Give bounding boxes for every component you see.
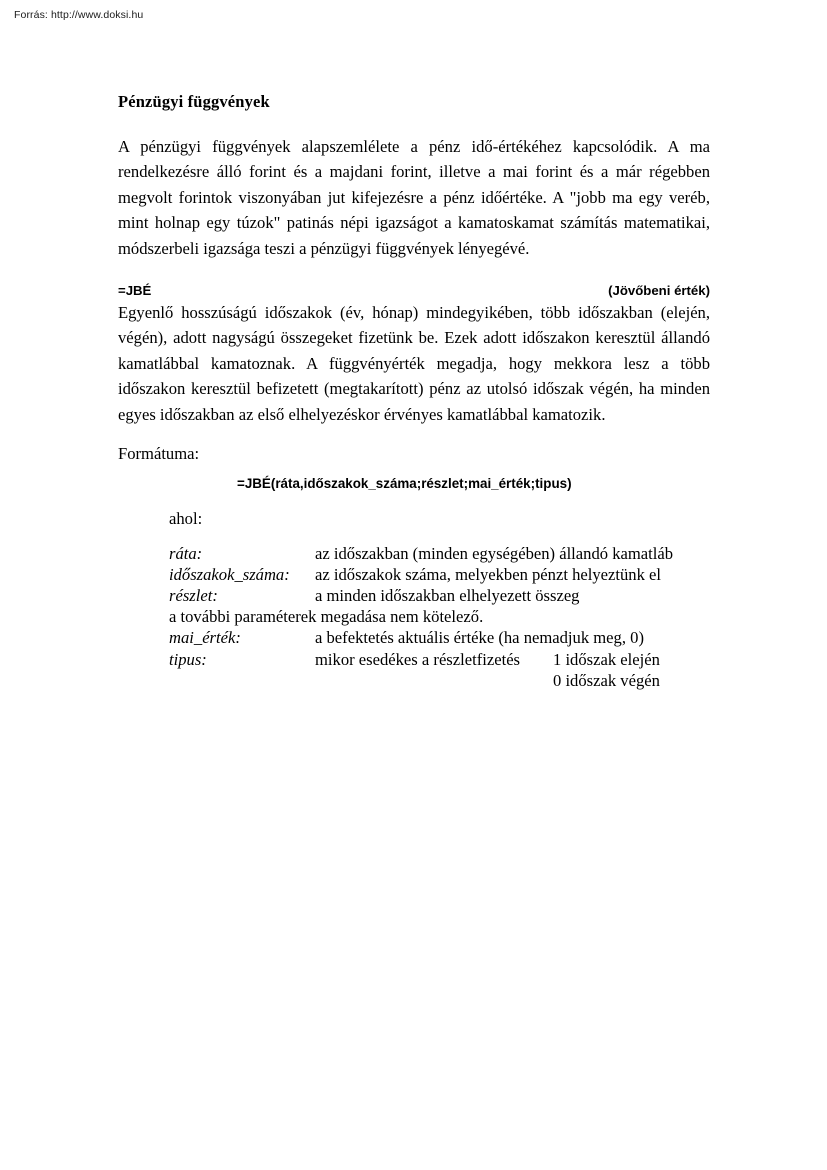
parameter-row (169, 627, 710, 648)
page-title: Pénzügyi függvények (118, 92, 270, 111)
parameter-description: mikor esedékes a részletfizetés (315, 649, 521, 669)
document-content (118, 92, 710, 691)
parameter-option-value: 0 időszak végén (553, 670, 660, 690)
parameter-option-value: 1 időszak elején (553, 649, 660, 669)
parameter-name: részlet: (169, 586, 218, 606)
parameter-name: ráta: (169, 543, 203, 563)
function-syntax: =JBÉ(ráta,időszakok_száma;részlet;mai_érték;tipus) (237, 476, 572, 492)
format-label: Formátuma: (118, 444, 200, 464)
parameter-name: tipus: (169, 649, 207, 669)
parameter-description: a befektetés aktuális értéke (ha nemadjuk meg, 0) (315, 628, 644, 648)
parameter-list (118, 508, 710, 691)
function-alias: (Jövőbeni érték) (608, 283, 710, 299)
source-watermark: Forrás: http://www.doksi.hu (14, 9, 144, 21)
parameter-row (169, 585, 710, 606)
where-label: ahol: (169, 509, 203, 529)
parameter-row-continuation (169, 670, 710, 691)
optional-parameters-note: a további paraméterek megadása nem kötelező. (169, 607, 484, 627)
parameter-description: az időszakban (minden egységében) állandó kamatláb (315, 543, 674, 563)
parameter-row (169, 649, 710, 670)
parameter-description: az időszakok száma, melyekben pénzt helyeztünk el (315, 564, 662, 584)
parameter-row (169, 564, 710, 585)
parameter-name: időszakok_száma: (169, 564, 290, 584)
function-heading (118, 283, 710, 299)
parameter-description: a minden időszakban elhelyezett összeg (315, 586, 580, 606)
function-description: Egyenlő hosszúságú időszakok (év, hónap) mindegyikében, több időszakban (elején, végén), adott nagyságú összegeket fizetünk be. Ezek adott időszakon keresztül állandó kamatlábbal kamatoznak. A függvényérték megadja, hogy mekkora lesz a több időszakon keresztül befizetett (megtakarított) pénz az utolsó időszak végén, ha minden egyes időszakban az első elhelyezéskor érvényes kamatlábbal kamatozik. (118, 303, 710, 424)
intro-paragraph: A pénzügyi függvények alapszemlélete a pénz idő-értékéhez kapcsolódik. A ma rendelkezésre álló forint és a majdani forint, illetve a mai forint és a már régebben megvolt forintok viszonyában jut kifejezésre a pénz időértéke. A "jobb ma egy veréb, mint holnap egy túzok" patinás népi igazságot a kamatoskamat számítás matematikai, módszerbeli igazsága teszi a pénzügyi függvények lényegévé. (118, 137, 710, 258)
parameter-name: mai_érték: (169, 628, 241, 648)
function-name: =JBÉ (118, 283, 152, 299)
parameter-row (169, 543, 710, 564)
